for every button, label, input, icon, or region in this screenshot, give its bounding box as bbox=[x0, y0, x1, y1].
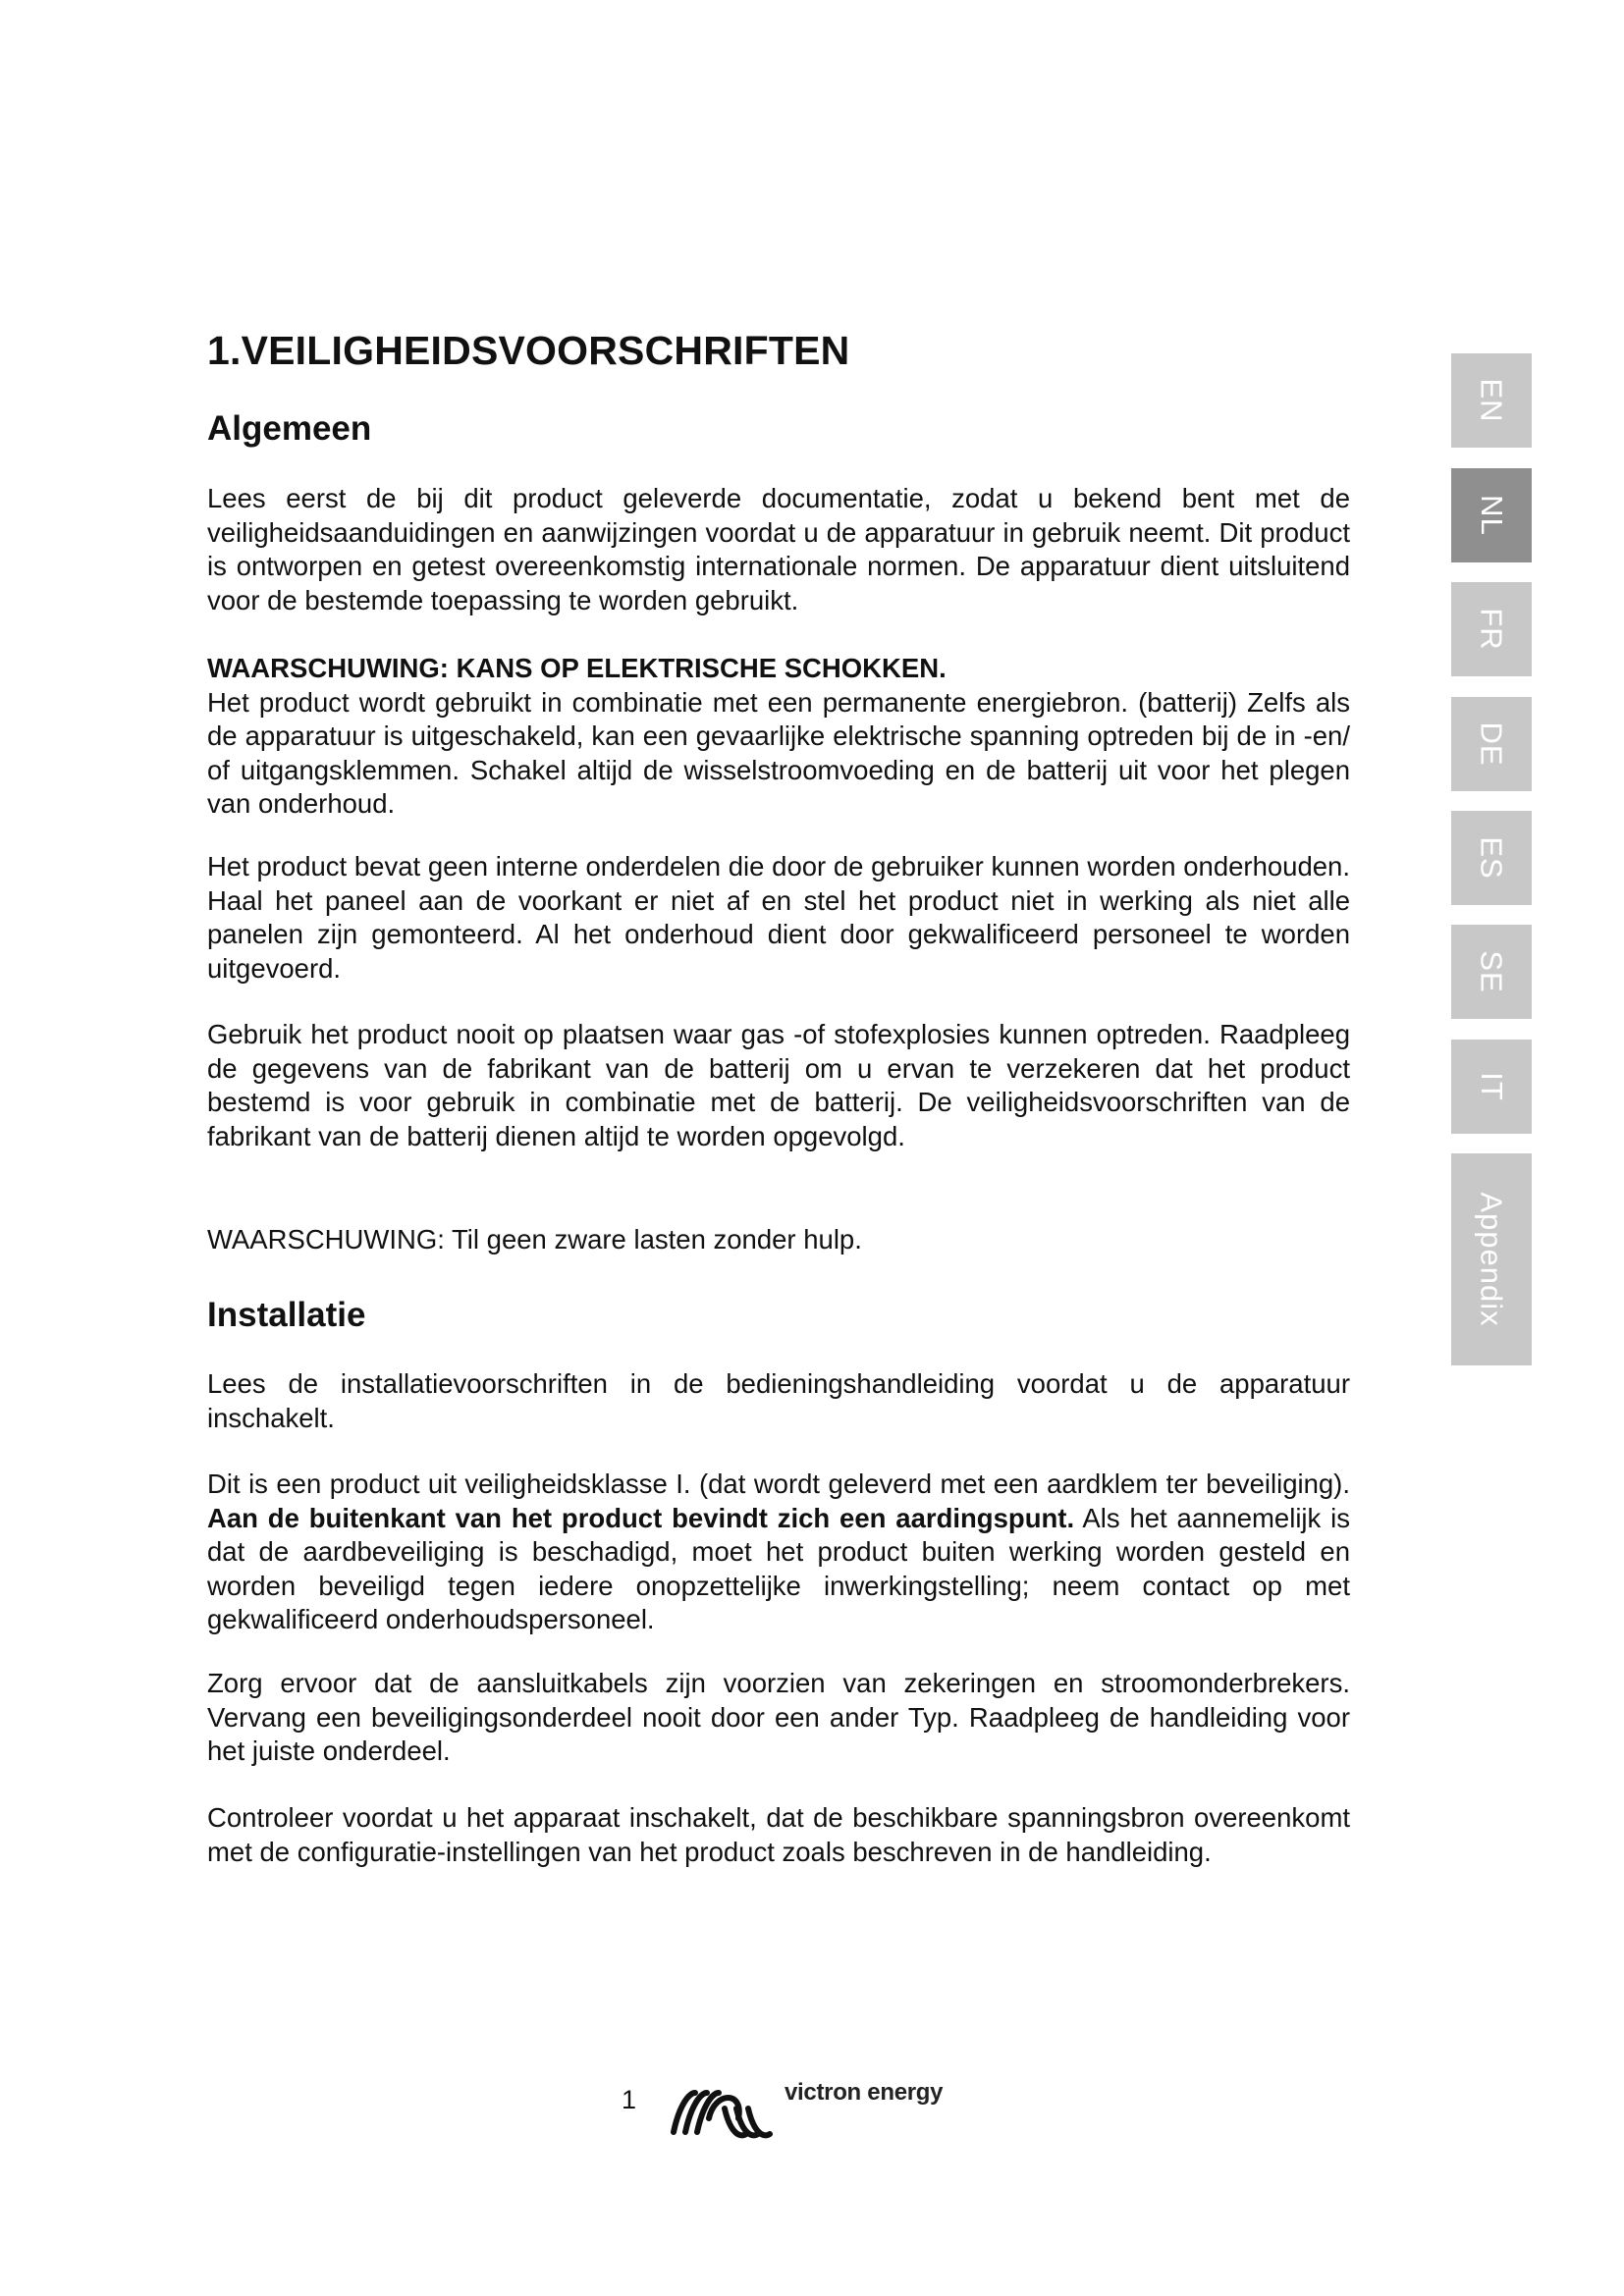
section-heading-algemeen: Algemeen bbox=[207, 409, 372, 448]
victron-logo-icon bbox=[666, 2079, 784, 2144]
warning-paragraph bbox=[207, 652, 1350, 822]
lang-tab-label: ES bbox=[1474, 836, 1509, 880]
section-heading-installatie: Installatie bbox=[207, 1296, 366, 1334]
lang-tab-label: Appendix bbox=[1475, 1192, 1509, 1327]
lang-tab-label: DE bbox=[1474, 721, 1509, 767]
installatie-paragraph-2 bbox=[207, 1468, 1350, 1637]
installatie-paragraph-3: Zorg ervoor dat de aansluitkabels zijn voorzien van zekeringen en stroomonderbrekers. Vervang een beveiligingsonderdeel nooit door een ander Typ. Raadpleeg de handleiding voor het juiste onderdeel. bbox=[207, 1668, 1350, 1766]
algemeen-p1b-text: Dit product is ontworpen en getest overeenkomstig internationale normen. De apparatuur dient uitsluitend voor de bestemde toepassing te worden gebruikt. bbox=[207, 516, 1350, 615]
warning-text: Het product wordt gebruikt in combinatie met een permanente energiebron. (batterij) Zelfs als de apparatuur is uitgeschakeld, kan een gevaarlijke elektrische spanning optreden bij de in -en/ of uitgangsklemmen. Schakel altijd de wisselstroomvoeding en de batterij uit voor het plegen van onderhoud. bbox=[207, 686, 1350, 819]
page-title: 1.VEILIGHEIDSVOORSCHRIFTEN bbox=[207, 328, 850, 373]
algemeen-paragraph-1 bbox=[207, 482, 1350, 617]
lang-tab-label: SE bbox=[1474, 950, 1509, 993]
algemeen-p1-text: Lees eerst de bij dit product geleverde documentatie, zodat u bekend bent met de veiligheidsaanduidingen en aanwijzingen voordat u de apparatuur in gebruik neemt. bbox=[207, 483, 1350, 548]
lang-tab-label: NL bbox=[1474, 495, 1509, 536]
lang-tab-es[interactable] bbox=[1451, 811, 1532, 905]
brand-name: victron energy bbox=[785, 2079, 944, 2106]
algemeen-paragraph-3: Het product bevat geen interne onderdelen die door de gebruiker kunnen worden onderhouden. Haal het paneel aan de voorkant er niet af en stel het product niet in werking als niet alle panelen zijn gemonteerd. Al het onderhoud dient door gekwalificeerd personeel te worden uitgevoerd. bbox=[207, 851, 1350, 984]
installatie-paragraph-1: Lees de installatievoorschriften in de bedieningshandleiding voordat u de apparatuur inschakelt. bbox=[207, 1368, 1350, 1433]
lang-tab-fr[interactable] bbox=[1451, 582, 1532, 676]
lang-tab-en[interactable] bbox=[1451, 353, 1532, 448]
lang-tab-it[interactable] bbox=[1451, 1040, 1532, 1134]
lang-tab-appendix[interactable] bbox=[1451, 1153, 1532, 1365]
lang-tab-label: IT bbox=[1475, 1072, 1509, 1101]
lang-tab-label: EN bbox=[1474, 378, 1509, 423]
algemeen-paragraph-4: Gebruik het product nooit op plaatsen waar gas -of stofexplosies kunnen optreden. Raadpleeg de gegevens van de fabrikant van de batterij om u ervan te verzekeren dat het product bestemd is voor gebruik in combinatie met de batterij. De veiligheidsvoorschriften van de fabrikant van de batterij dienen altijd te worden opgevolgd. bbox=[207, 1019, 1350, 1151]
page-number: 1 bbox=[622, 2085, 637, 2114]
installatie-p2-bold: Aan de buitenkant van het product bevindt zich een aardingspunt. bbox=[207, 1502, 1075, 1533]
lang-tab-nl[interactable] bbox=[1451, 468, 1532, 562]
installatie-p2-start: Dit is een product uit veiligheidsklasse I. (dat wordt geleverd met een aardklem ter beveiliging). bbox=[207, 1468, 1350, 1499]
page-footer bbox=[622, 2079, 975, 2148]
lang-tab-de[interactable] bbox=[1451, 697, 1532, 791]
warning-title: WAARSCHUWING: KANS OP ELEKTRISCHE SCHOKKEN. bbox=[207, 653, 947, 683]
algemeen-paragraph-5: WAARSCHUWING: Til geen zware lasten zonder hulp. bbox=[207, 1224, 862, 1255]
installatie-p2-end: Als het aannemelijk is dat de aardbeveiliging is beschadigd, moet het product buiten werking worden gesteld en worden beveiligd tegen iedere onopzettelijke inwerkingstelling; neem contact op met gekwalificeerd onderhoudspersoneel. bbox=[207, 1502, 1350, 1634]
installatie-paragraph-4: Controleer voordat u het apparaat inschakelt, dat de beschikbare spanningsbron overeenkomt met de configuratie-instellingen van het product zoals beschreven in de handleiding. bbox=[207, 1802, 1350, 1867]
lang-tab-label: FR bbox=[1474, 608, 1509, 651]
lang-tab-se[interactable] bbox=[1451, 925, 1532, 1019]
